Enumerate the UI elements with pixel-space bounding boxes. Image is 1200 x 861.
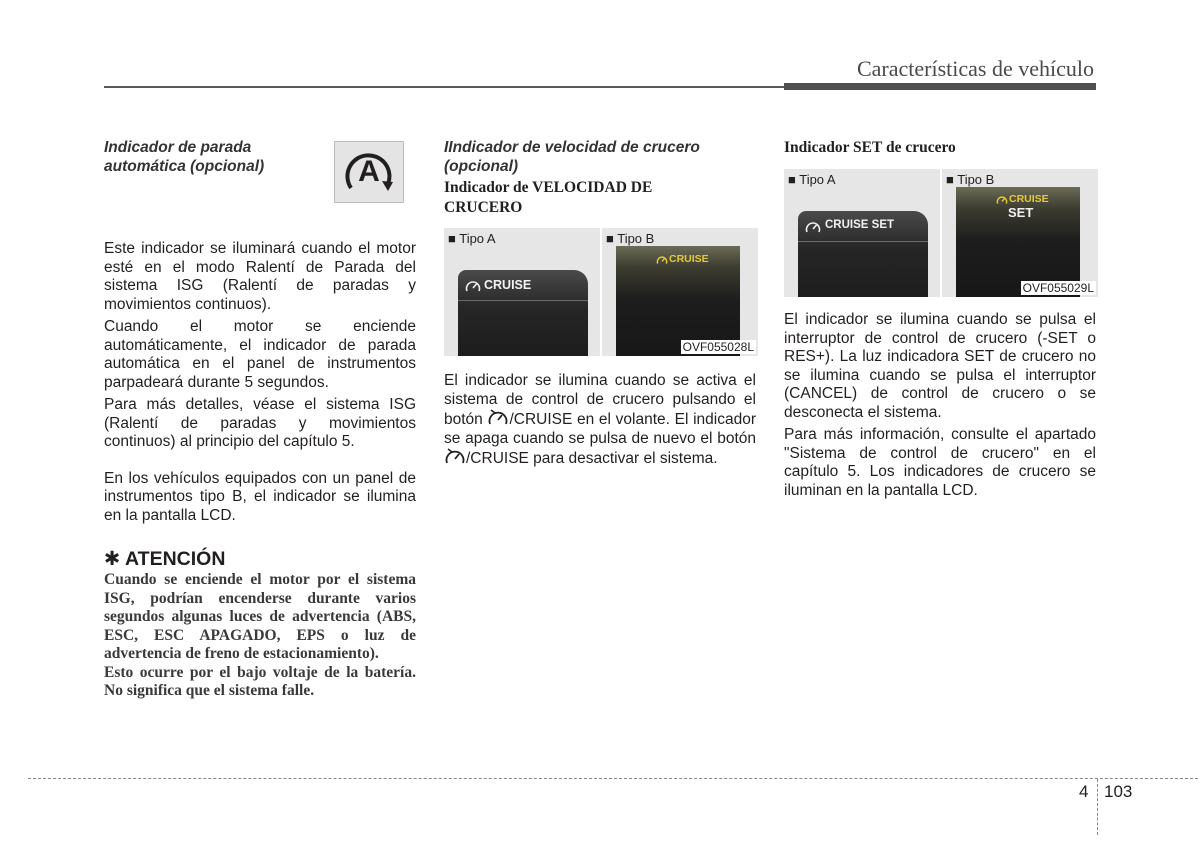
cruise-set-paragraph: El indicador se ilumina cuando se pulsa el interruptor de control de crucero (-SET o RES+). La luz indicadora SET de crucero no se ilumina cuando se pulsa el interruptor (CANCEL) de control de crucero o se desconecta el sistema. (784, 311, 1096, 421)
column-cruise-set (784, 138, 1096, 504)
isg-paragraph: Para más detalles, véase el sistema ISG (Ralentí de paradas y movimientos continuos) al principio del capítulo 5. (104, 396, 416, 450)
speedometer-icon (805, 220, 821, 234)
cruise-indicator-figure (444, 228, 756, 356)
lcd-cruise-text: CRUISE (484, 278, 532, 292)
column-cruise (444, 138, 756, 473)
figure-panel-type-b (942, 169, 1098, 297)
attention-paragraph: Esto ocurre por el bajo voltaje de la batería. No significa que el sistema falle. (104, 663, 416, 699)
type-b-label: ■ Tipo B (606, 231, 655, 246)
type-a-label: ■ Tipo A (448, 231, 496, 246)
figure-code: OVF055029L (1022, 281, 1094, 295)
footer-rule (28, 778, 1198, 779)
cruise-paragraph: El indicador se ilumina cuando se activa el sistema de control de crucero pulsando el botón /CRUISE en el volante. El indicador se apaga cuando se pulsa de nuevo el botón /CRUISE para desactivar el sistema. (444, 372, 756, 467)
cruise-set-figure (784, 169, 1096, 297)
page-number: 103 (1104, 782, 1133, 801)
column-isg (104, 138, 416, 701)
cruise-subheading: Indicador de VELOCIDAD DE CRUCERO (444, 179, 653, 216)
footer-separator (1097, 779, 1098, 835)
lcd-display (458, 270, 588, 356)
type-b-label: ■ Tipo B (946, 172, 995, 187)
attention-paragraph: Cuando se enciende el motor por el sistema ISG, podrían encenderse durante varios segundos algunas luces de advertencia (ABS, ESC, ESC APAGADO, EPS o luz de advertencia de freno de estacionamiento). (104, 571, 416, 662)
svg-text:A: A (358, 155, 380, 188)
speedometer-icon (996, 195, 1008, 205)
cruise-set-heading: Indicador SET de crucero (784, 139, 956, 156)
lcd-display (798, 211, 928, 297)
figure-panel-type-a (784, 169, 940, 297)
lcd-set-text: SET (1008, 205, 1034, 220)
isg-heading: Indicador de parada automática (opcional) (104, 139, 265, 175)
running-header: Características de vehículo (856, 56, 1094, 81)
speedometer-icon (465, 279, 481, 293)
figure-panel-type-a (444, 228, 600, 356)
header-rule (104, 86, 784, 88)
auto-stop-icon (334, 141, 404, 203)
lcd-cruise-text: CRUISE (669, 253, 709, 265)
isg-paragraph: Cuando el motor se enciende automáticamente, el indicador de parada automática en el panel de instrumentos parpadeará durante 5 segundos. (104, 318, 416, 391)
lcd-cruise-text: CRUISE (1009, 193, 1049, 205)
type-a-label: ■ Tipo A (788, 172, 836, 187)
header-bar (784, 83, 1096, 90)
attention-heading: ✱ ATENCIÓN (104, 548, 226, 570)
isg-paragraph: En los vehículos equipados con un panel de instrumentos tipo B, el indicador se ilumina en la pantalla LCD. (104, 469, 416, 524)
speedometer-icon (656, 255, 668, 265)
figure-code: OVF055028L (682, 340, 754, 354)
chapter-number: 4 (1079, 782, 1089, 801)
cruise-heading: IIndicador de velocidad de crucero (opcional) (444, 139, 700, 175)
cruise-button-icon (444, 448, 466, 466)
lcd-cruise-set-text: CRUISE SET (825, 219, 895, 231)
cruise-set-paragraph: Para más información, consulte el apartado "Sistema de control de crucero" en el capítulo 5. Los indicadores de crucero se iluminan en la pantalla LCD. (784, 426, 1096, 499)
cruise-button-icon (487, 409, 509, 427)
figure-panel-type-b (602, 228, 758, 356)
isg-paragraph: Este indicador se iluminará cuando el motor esté en el modo Ralentí de Parada del sistema ISG (Ralentí de paradas y movimientos continuos). (104, 240, 416, 313)
